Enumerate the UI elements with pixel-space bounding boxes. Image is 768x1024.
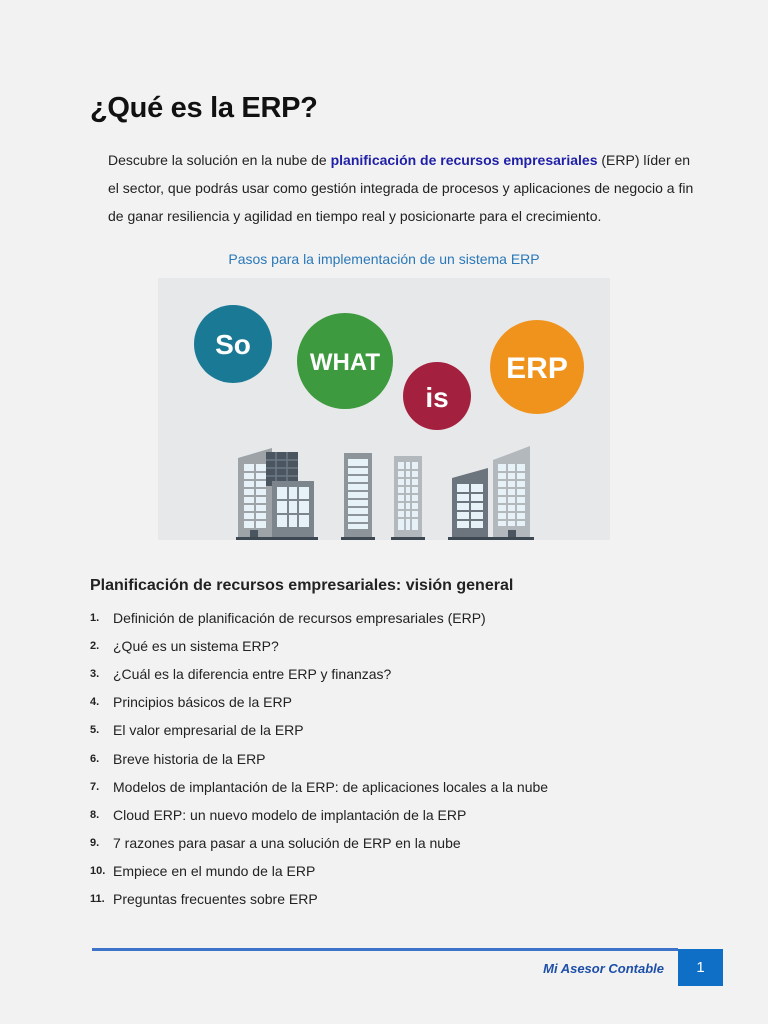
list-item-number: 7. <box>90 780 100 793</box>
list-item[interactable] <box>90 801 548 829</box>
list-item-text: Preguntas frecuentes sobre ERP <box>113 890 318 907</box>
bubble-what-label: WHAT <box>309 349 381 376</box>
list-item[interactable] <box>90 660 548 688</box>
list-item[interactable] <box>90 716 548 744</box>
list-item[interactable] <box>90 857 548 885</box>
list-item-number: 8. <box>90 808 100 821</box>
list-item-number: 1. <box>90 612 100 625</box>
overview-heading: Planificación de recursos empresariales: visión general <box>90 577 514 594</box>
list-item-text: Cloud ERP: un nuevo modelo de implantación de la ERP <box>113 806 467 823</box>
list-item-text: 7 razones para pasar a una solución de ERP en la nube <box>113 834 461 851</box>
list-item[interactable] <box>90 604 548 632</box>
list-item-text: El valor empresarial de la ERP <box>113 722 304 739</box>
list-item-number: 5. <box>90 724 100 737</box>
bubble-so-label: So <box>215 329 251 360</box>
list-item-text: Modelos de implantación de la ERP: de aplicaciones locales a la nube <box>113 778 549 795</box>
overview-list <box>90 604 548 913</box>
building-group-left <box>236 448 318 540</box>
intro-highlight-link[interactable]: planificación de recursos empresariales <box>330 152 598 168</box>
list-item-number: 11. <box>90 892 105 905</box>
page-number: 1 <box>678 949 723 986</box>
list-item-text: Empiece en el mundo de la ERP <box>113 862 316 879</box>
list-item-text: Breve historia de la ERP <box>113 750 266 767</box>
list-item[interactable] <box>90 829 548 857</box>
list-item-text: Principios básicos de la ERP <box>113 694 292 711</box>
list-item-text: Definición de planificación de recursos empresariales (ERP) <box>113 610 486 627</box>
bubble-is <box>403 362 471 430</box>
bubble-erp-label: ERP <box>506 352 568 385</box>
building-group-center <box>341 453 425 540</box>
list-item[interactable] <box>90 885 548 913</box>
footer-brand: Mi Asesor Contable <box>543 961 664 976</box>
intro-text-end: (ERP) líder en el sector, que podrás usar como gestión integrada de procesos y aplicaciones de negocio a fin de ganar resiliencia y agilidad en tiempo real y posicionarte para el crecimiento. <box>108 152 694 224</box>
list-item-text: ¿Cuál es la diferencia entre ERP y finanzas? <box>113 666 392 683</box>
bubble-what <box>297 313 393 409</box>
page-title: ¿Qué es la ERP? <box>90 92 318 124</box>
list-item-number: 10. <box>90 864 106 877</box>
list-item-number: 6. <box>90 752 100 765</box>
list-item-number: 3. <box>90 668 100 681</box>
bubble-so <box>194 305 272 383</box>
bubble-is-label: is <box>425 382 449 413</box>
erp-illustration <box>158 278 610 540</box>
list-item[interactable] <box>90 688 548 716</box>
bubble-erp <box>490 320 584 414</box>
building-group-right <box>448 446 534 540</box>
list-item-number: 4. <box>90 696 100 709</box>
list-item-text: ¿Qué es un sistema ERP? <box>113 638 279 655</box>
list-item[interactable] <box>90 773 548 801</box>
intro-paragraph <box>108 146 698 230</box>
figure-caption: Pasos para la implementación de un sistema ERP <box>228 251 540 267</box>
list-item-number: 2. <box>90 640 100 653</box>
list-item[interactable] <box>90 632 548 660</box>
list-item[interactable] <box>90 744 548 772</box>
intro-text-start: Descubre la solución en la nube de <box>108 152 331 168</box>
list-item-number: 9. <box>90 836 100 849</box>
footer-divider <box>92 948 678 951</box>
